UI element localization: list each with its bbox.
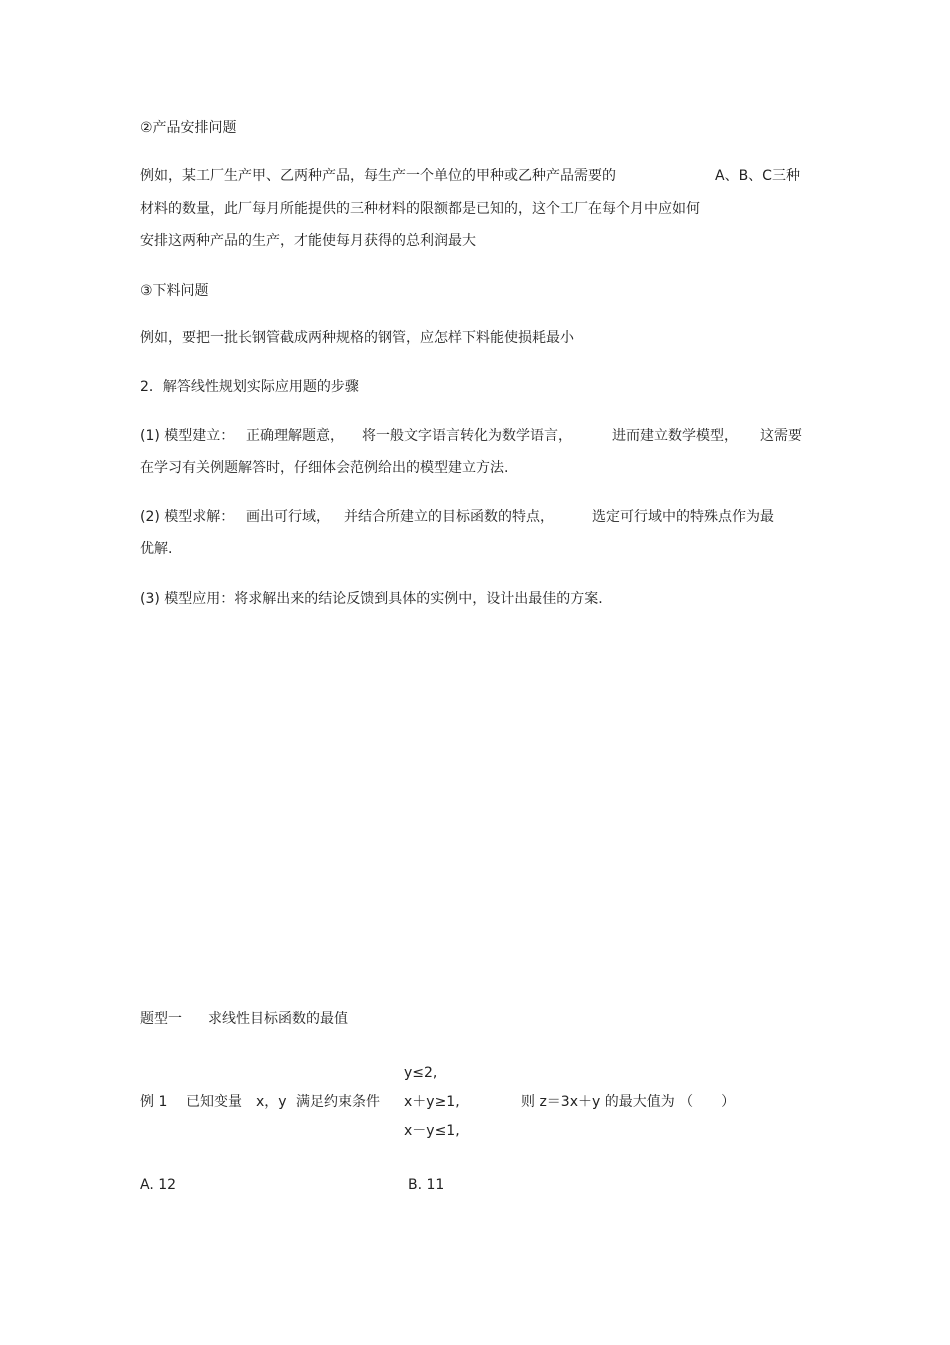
step2-part-b: 并结合所建立的目标函数的特点， xyxy=(344,509,554,525)
example1-question: 则 z＝3x＋y 的最大值为 （ ） xyxy=(521,1094,736,1110)
example1-vars: x，y xyxy=(256,1094,287,1110)
type1-heading-title: 求线性目标函数的最值 xyxy=(208,1011,348,1027)
constraint-1: y≤2, xyxy=(404,1065,438,1081)
step1-part-d: 这需要 xyxy=(760,428,802,444)
section-product-title: ②产品安排问题 xyxy=(140,120,237,136)
constraint-2: x＋y≥1, xyxy=(404,1094,460,1110)
cutting-example-line: 例如，要把一批长钢管截成两种规格的钢管，应怎样下料能使损耗最小 xyxy=(140,330,574,346)
step1-label: (1) 模型建立： xyxy=(140,428,235,444)
product-example-line3: 安排这两种产品的生产，才能使每月获得的总利润最大 xyxy=(140,233,476,249)
step2-part-a: 画出可行域， xyxy=(246,509,330,525)
example1-text-b: 满足约束条件 xyxy=(296,1094,380,1110)
step2-part-c: 选定可行域中的特殊点作为最 xyxy=(592,509,774,525)
option-a: A. 12 xyxy=(140,1177,177,1193)
step2-line2: 优解. xyxy=(140,541,173,557)
product-example-line1: 例如，某工厂生产甲、乙两种产品，每生产一个单位的甲种或乙种产品需要的 xyxy=(140,168,616,184)
example1-label: 例 1 xyxy=(140,1094,168,1110)
constraint-3: x－y≤1, xyxy=(404,1123,460,1139)
step1-line2: 在学习有关例题解答时，仔细体会范例给出的模型建立方法. xyxy=(140,460,509,476)
product-example-line2: 材料的数量，此厂每月所能提供的三种材料的限额都是已知的，这个工厂在每个月中应如何 xyxy=(140,201,700,217)
step2-label: (2) 模型求解： xyxy=(140,509,235,525)
step1-part-a: 正确理解题意， xyxy=(246,428,344,444)
section-cutting-title: ③下料问题 xyxy=(140,283,209,299)
product-example-line1-tail: A、B、C三种 xyxy=(715,168,800,184)
type1-heading-label: 题型一 xyxy=(140,1011,182,1027)
option-b: B. 11 xyxy=(408,1177,445,1193)
steps-heading: 2．解答线性规划实际应用题的步骤 xyxy=(140,379,359,395)
step1-part-c: 进而建立数学模型， xyxy=(612,428,738,444)
step1-part-b: 将一般文字语言转化为数学语言， xyxy=(362,428,572,444)
example1-text-a: 已知变量 xyxy=(186,1094,242,1110)
step3: (3) 模型应用：将求解出来的结论反馈到具体的实例中，设计出最佳的方案. xyxy=(140,591,603,607)
